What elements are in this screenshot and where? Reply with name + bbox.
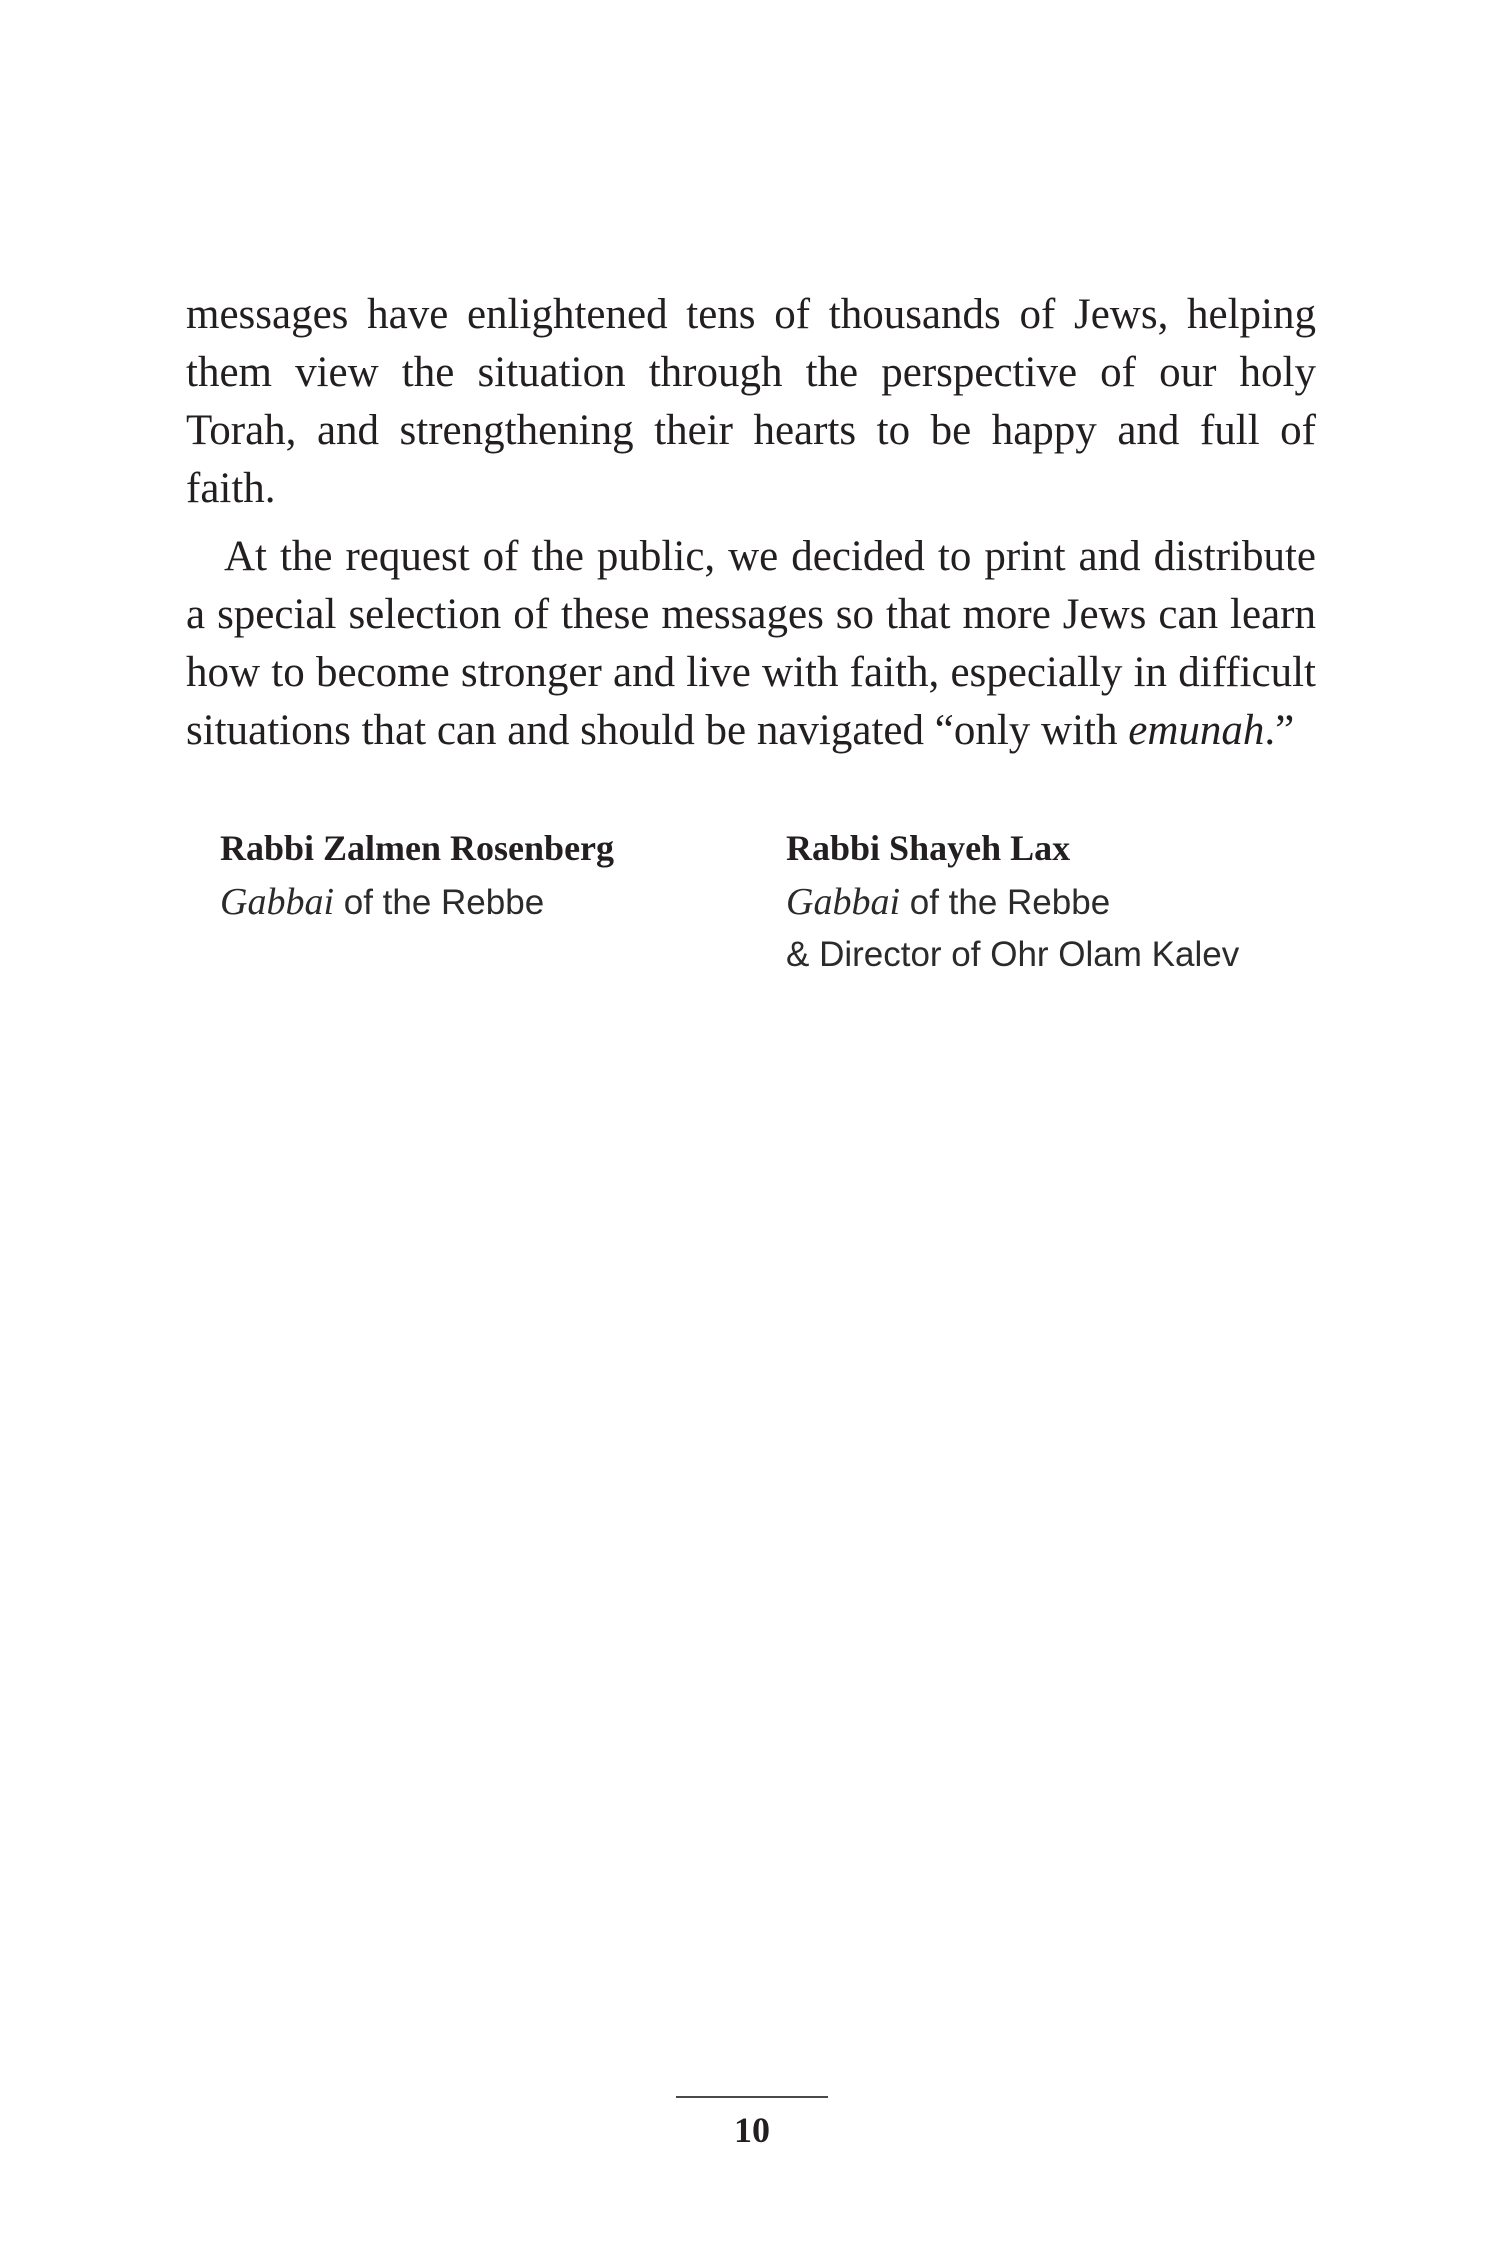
signatory-name: Rabbi Shayeh Lax xyxy=(786,828,1071,868)
signature-left xyxy=(220,822,614,929)
paragraph-1 xyxy=(186,286,1316,518)
paragraph-2-text: At the request of the public, we decided to print and distribute a special selection of these messages so that more Jews can learn how to become stronger and live with faith, especially in difficult situations that can and should be navigated “only with xyxy=(186,533,1316,754)
signatory-title-italic: Gabbai xyxy=(220,881,334,923)
signatory-title-rest: of the Rebbe xyxy=(900,883,1111,922)
paragraph-2-closing: .” xyxy=(1264,707,1295,754)
signature-right xyxy=(786,822,1239,981)
body-text xyxy=(186,286,1316,760)
page-number: 10 xyxy=(734,2110,770,2150)
paragraph-1-text: messages have enlightened tens of thousands of Jews, helping them view the situation through the perspective of our holy Torah, and strengthening their hearts to be happy and full of faith. xyxy=(186,291,1316,512)
footer-rule xyxy=(676,2096,828,2098)
signatory-title xyxy=(786,876,1239,929)
paragraph-2-emphasis: emunah xyxy=(1128,707,1265,754)
signature-block xyxy=(220,822,1320,982)
paragraph-2 xyxy=(186,528,1316,760)
signatory-title-rest: of the Rebbe xyxy=(334,883,545,922)
signatory-title xyxy=(220,876,614,929)
signatory-extra-title: & Director of Ohr Olam Kalev xyxy=(786,935,1240,974)
signatory-title-italic: Gabbai xyxy=(786,881,900,923)
signatory-name: Rabbi Zalmen Rosenberg xyxy=(220,828,615,868)
